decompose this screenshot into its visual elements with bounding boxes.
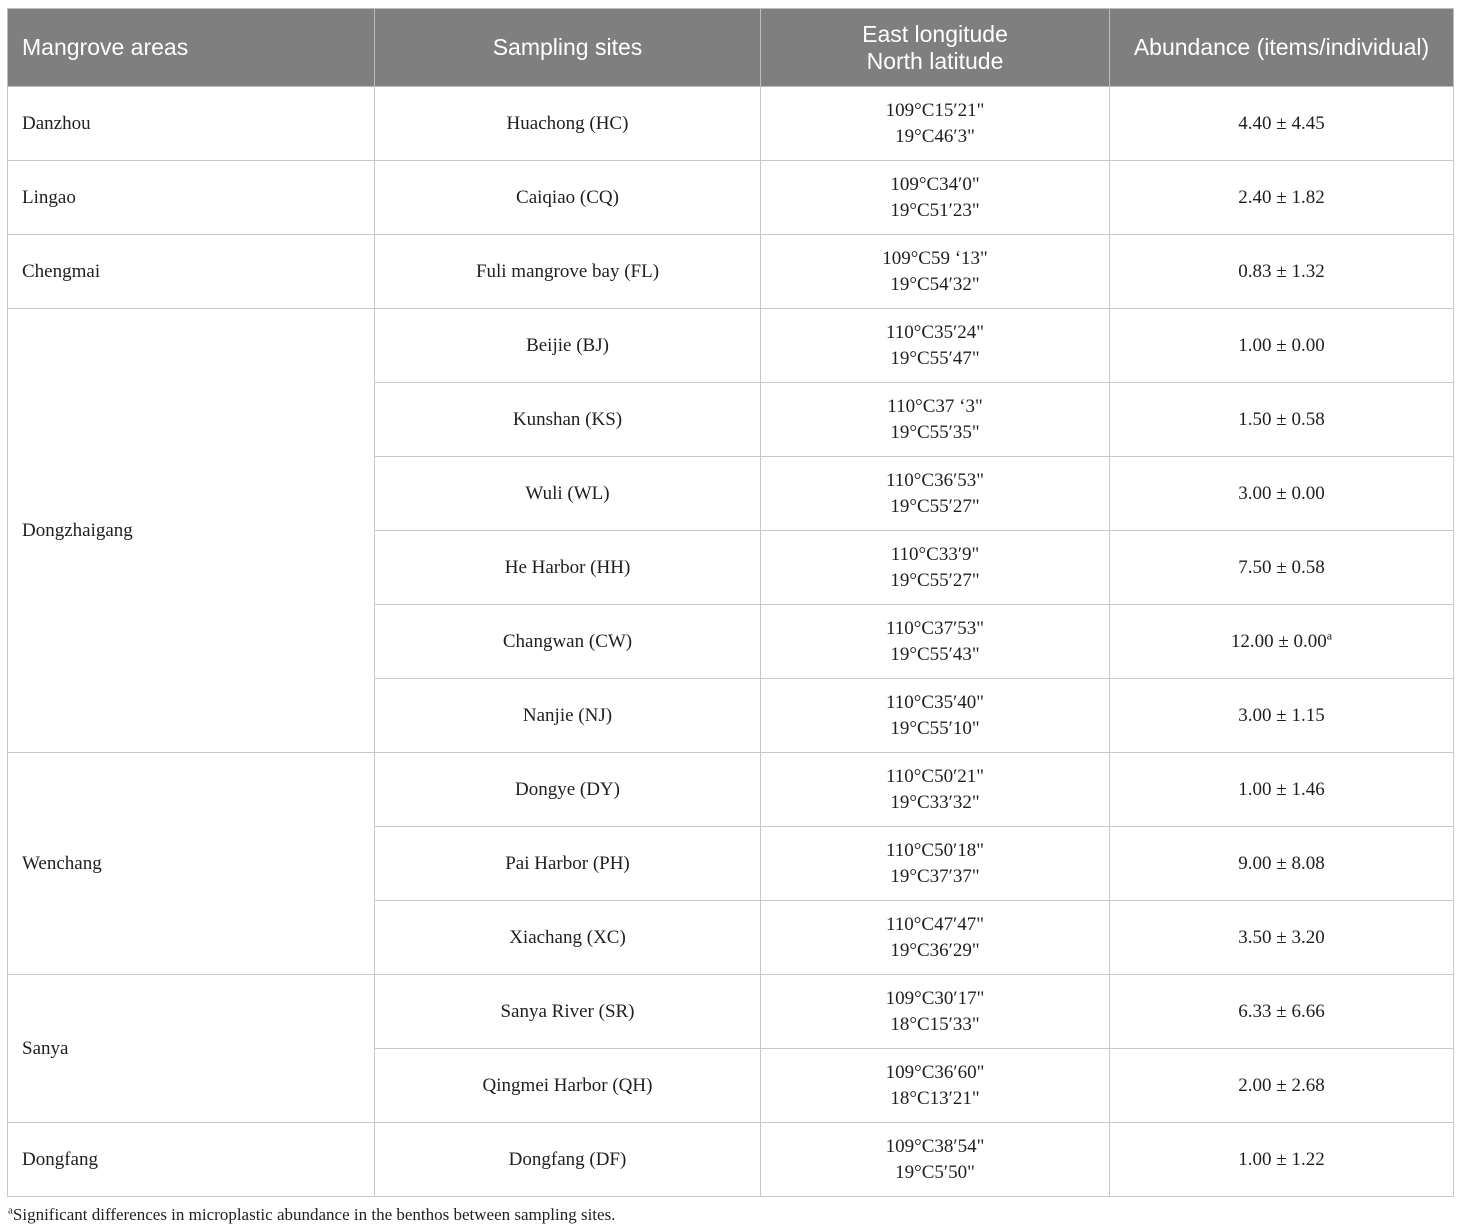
abundance-cell	[1110, 679, 1454, 753]
east-longitude-value: 110°C35′24"	[886, 321, 984, 343]
coordinates-cell	[761, 901, 1110, 975]
table-footnote	[8, 1204, 615, 1226]
sampling-site-cell: Fuli mangrove bay (FL)	[375, 235, 761, 309]
abundance-value: 12.00 ± 0.00	[1230, 630, 1327, 652]
north-latitude-value: 19°C5′50"	[895, 1161, 975, 1183]
east-longitude-value: 110°C50′18"	[886, 839, 984, 861]
abundance-cell	[1110, 901, 1454, 975]
footnote-mark: a	[8, 1204, 13, 1217]
abundance-cell	[1110, 1049, 1454, 1123]
east-longitude-value: 109°C36′60"	[885, 1061, 985, 1083]
sampling-site-cell: Changwan (CW)	[375, 605, 761, 679]
mangrove-area-cell: Sanya	[8, 975, 375, 1123]
header-abundance: Abundance (items/individual)	[1110, 9, 1454, 87]
coordinates-cell	[761, 383, 1110, 457]
mangrove-area-cell: Danzhou	[8, 87, 375, 161]
sampling-site-cell: Beijie (BJ)	[375, 309, 761, 383]
sampling-site-cell: Caiqiao (CQ)	[375, 161, 761, 235]
sampling-site-cell: Xiachang (XC)	[375, 901, 761, 975]
north-latitude-value: 19°C55′27"	[890, 569, 980, 591]
east-longitude-value: 109°C59 ‘13"	[882, 247, 988, 269]
abundance-value: 0.83 ± 1.32	[1238, 260, 1325, 282]
abundance-value: 1.00 ± 1.46	[1238, 778, 1325, 800]
abundance-value: 1.50 ± 0.58	[1238, 408, 1325, 430]
mangrove-area-cell: Dongfang	[8, 1123, 375, 1197]
coordinates-cell	[761, 309, 1110, 383]
north-latitude-value: 19°C55′10"	[890, 717, 980, 739]
sampling-site-cell: Sanya River (SR)	[375, 975, 761, 1049]
north-latitude-value: 19°C54′32"	[890, 273, 980, 295]
north-latitude-value: 19°C36′29"	[890, 939, 980, 961]
sampling-site-cell: Nanjie (NJ)	[375, 679, 761, 753]
table-header	[8, 9, 1454, 87]
header-mangrove-areas: Mangrove areas	[8, 9, 375, 87]
coordinates-cell	[761, 679, 1110, 753]
east-longitude-value: 109°C15′21"	[885, 99, 985, 121]
north-latitude-value: 19°C55′43"	[890, 643, 980, 665]
east-longitude-value: 110°C37′53"	[886, 617, 984, 639]
coordinates-cell	[761, 1123, 1110, 1197]
header-north-latitude: North latitude	[866, 47, 1004, 74]
coordinates-cell	[761, 1049, 1110, 1123]
abundance-value: 3.50 ± 3.20	[1238, 926, 1325, 948]
coordinates-cell	[761, 753, 1110, 827]
sampling-site-cell: Dongye (DY)	[375, 753, 761, 827]
sampling-site-cell: Wuli (WL)	[375, 457, 761, 531]
coordinates-cell	[761, 531, 1110, 605]
mangrove-area-cell: Dongzhaigang	[8, 309, 375, 753]
header-row	[8, 9, 1454, 87]
east-longitude-value: 110°C33′9"	[890, 543, 980, 565]
abundance-cell	[1110, 457, 1454, 531]
microplastic-abundance-table	[7, 8, 1454, 1197]
sampling-site-cell: Qingmei Harbor (QH)	[375, 1049, 761, 1123]
north-latitude-value: 19°C55′47"	[890, 347, 980, 369]
table-row	[8, 87, 1454, 161]
abundance-cell	[1110, 87, 1454, 161]
abundance-cell	[1110, 605, 1454, 679]
table-row	[8, 753, 1454, 827]
table-row	[8, 309, 1454, 383]
coordinates-cell	[761, 605, 1110, 679]
significance-mark: a	[1326, 628, 1333, 643]
header-coordinates	[761, 9, 1110, 87]
table-row	[8, 235, 1454, 309]
abundance-cell	[1110, 161, 1454, 235]
abundance-cell	[1110, 309, 1454, 383]
abundance-cell	[1110, 827, 1454, 901]
north-latitude-value: 18°C15′33"	[890, 1013, 980, 1035]
abundance-value: 1.00 ± 1.22	[1238, 1148, 1325, 1170]
abundance-value: 2.00 ± 2.68	[1238, 1074, 1325, 1096]
sampling-site-cell: Pai Harbor (PH)	[375, 827, 761, 901]
coordinates-cell	[761, 87, 1110, 161]
mangrove-area-cell: Lingao	[8, 161, 375, 235]
abundance-cell	[1110, 753, 1454, 827]
abundance-cell	[1110, 531, 1454, 605]
north-latitude-value: 19°C33′32"	[890, 791, 980, 813]
mangrove-area-cell: Wenchang	[8, 753, 375, 975]
north-latitude-value: 19°C55′35"	[890, 421, 980, 443]
table-row	[8, 1123, 1454, 1197]
abundance-value: 2.40 ± 1.82	[1238, 186, 1325, 208]
abundance-value: 1.00 ± 0.00	[1238, 334, 1325, 356]
abundance-value: 3.00 ± 1.15	[1238, 704, 1325, 726]
east-longitude-value: 109°C34′0"	[890, 173, 980, 195]
coordinates-cell	[761, 235, 1110, 309]
header-east-longitude: East longitude	[862, 20, 1008, 47]
table-body	[8, 87, 1454, 1197]
east-longitude-value: 110°C37 ‘3"	[887, 395, 983, 417]
abundance-cell	[1110, 1123, 1454, 1197]
coordinates-cell	[761, 975, 1110, 1049]
footnote-text: Significant differences in microplastic abundance in the benthos between sampling sites.	[12, 1205, 616, 1224]
table-row	[8, 975, 1454, 1049]
abundance-value: 9.00 ± 8.08	[1238, 852, 1325, 874]
abundance-cell	[1110, 235, 1454, 309]
sampling-site-cell: Dongfang (DF)	[375, 1123, 761, 1197]
north-latitude-value: 19°C51′23"	[890, 199, 980, 221]
north-latitude-value: 18°C13′21"	[890, 1087, 980, 1109]
sampling-site-cell: He Harbor (HH)	[375, 531, 761, 605]
coordinates-cell	[761, 827, 1110, 901]
east-longitude-value: 110°C47′47"	[886, 913, 984, 935]
header-sampling-sites: Sampling sites	[375, 9, 761, 87]
abundance-value: 3.00 ± 0.00	[1238, 482, 1325, 504]
abundance-cell	[1110, 975, 1454, 1049]
sampling-site-cell: Huachong (HC)	[375, 87, 761, 161]
sampling-site-cell: Kunshan (KS)	[375, 383, 761, 457]
table-row	[8, 161, 1454, 235]
abundance-value: 6.33 ± 6.66	[1238, 1000, 1325, 1022]
north-latitude-value: 19°C55′27"	[890, 495, 980, 517]
coordinates-cell	[761, 161, 1110, 235]
coordinates-cell	[761, 457, 1110, 531]
abundance-cell	[1110, 383, 1454, 457]
abundance-value: 7.50 ± 0.58	[1238, 556, 1325, 578]
mangrove-area-cell: Chengmai	[8, 235, 375, 309]
east-longitude-value: 110°C35′40"	[886, 691, 984, 713]
east-longitude-value: 110°C50′21"	[886, 765, 984, 787]
abundance-value: 4.40 ± 4.45	[1238, 112, 1325, 134]
east-longitude-value: 109°C38′54"	[885, 1135, 985, 1157]
east-longitude-value: 110°C36′53"	[886, 469, 984, 491]
north-latitude-value: 19°C37′37"	[890, 865, 980, 887]
east-longitude-value: 109°C30′17"	[885, 987, 985, 1009]
north-latitude-value: 19°C46′3"	[895, 125, 975, 147]
